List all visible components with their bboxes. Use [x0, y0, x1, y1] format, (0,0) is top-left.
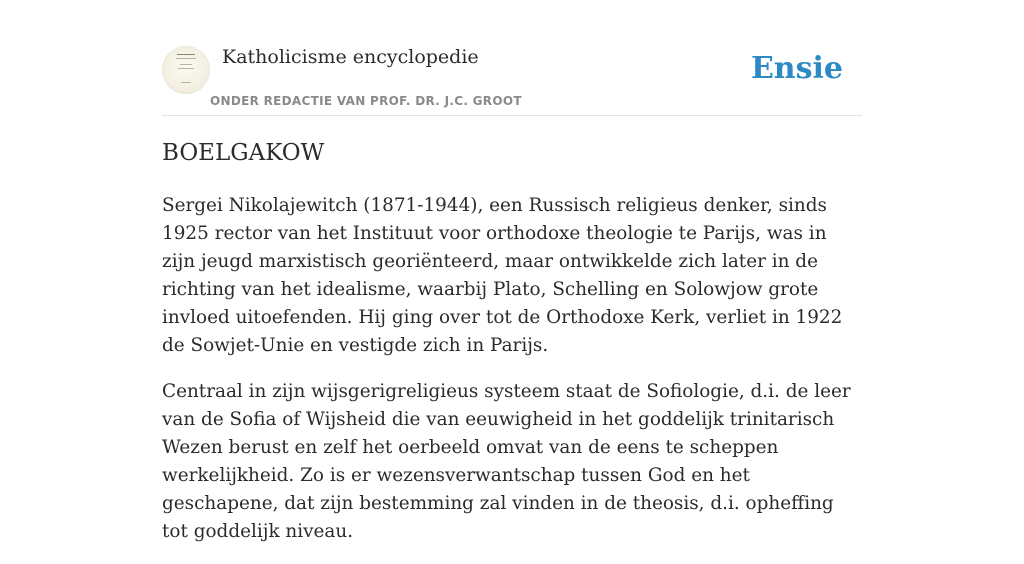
ensie-logo-link[interactable]: Ensie — [750, 51, 843, 86]
entry-paragraph: Centraal in zijn wijsgerigreligieus systeem staat de Sofiologie, d.i. de leer van de Sofia of Wijsheid die van eeuwigheid in het goddelijk trinitarisch Wezen berust en zelf het oerbeeld omvat van de eens te scheppen werkelijkheid. Zo is er wezensverwantschap tussen God en het geschapene, dat zijn bestemming zal vinden in de theosis, d.i. opheffing tot goddelijk niveau. — [162, 381, 851, 542]
entry-body — [162, 192, 862, 564]
entry-paragraph: Sergei Nikolajewitch (1871-1944), een Russisch religieus denker, sinds 1925 rector van het Instituut voor orthodoxe theologie te Parijs, was in zijn jeugd marxistisch georiënteerd, maar ontwikkelde zich later in de richting van het idealisme, waarbij Plato, Schelling en Solowjow grote invloed uitoefenden. Hij ging over tot de Orthodoxe Kerk, verliet in 1922 de Sowjet-Unie en vestigde zich in Parijs. — [162, 195, 843, 356]
cover-line — [180, 64, 192, 65]
cover-line — [176, 58, 196, 59]
page-header — [162, 38, 862, 116]
cover-line — [177, 54, 195, 55]
book-title[interactable]: Katholicisme encyclopedie — [222, 46, 479, 68]
book-subtitle: ONDER REDACTIE VAN PROF. DR. J.C. GROOT — [210, 94, 522, 108]
cover-line — [181, 82, 191, 83]
cover-line — [178, 68, 194, 69]
entry-title: BOELGAKOW — [162, 140, 325, 166]
book-cover-thumbnail[interactable] — [162, 46, 210, 94]
